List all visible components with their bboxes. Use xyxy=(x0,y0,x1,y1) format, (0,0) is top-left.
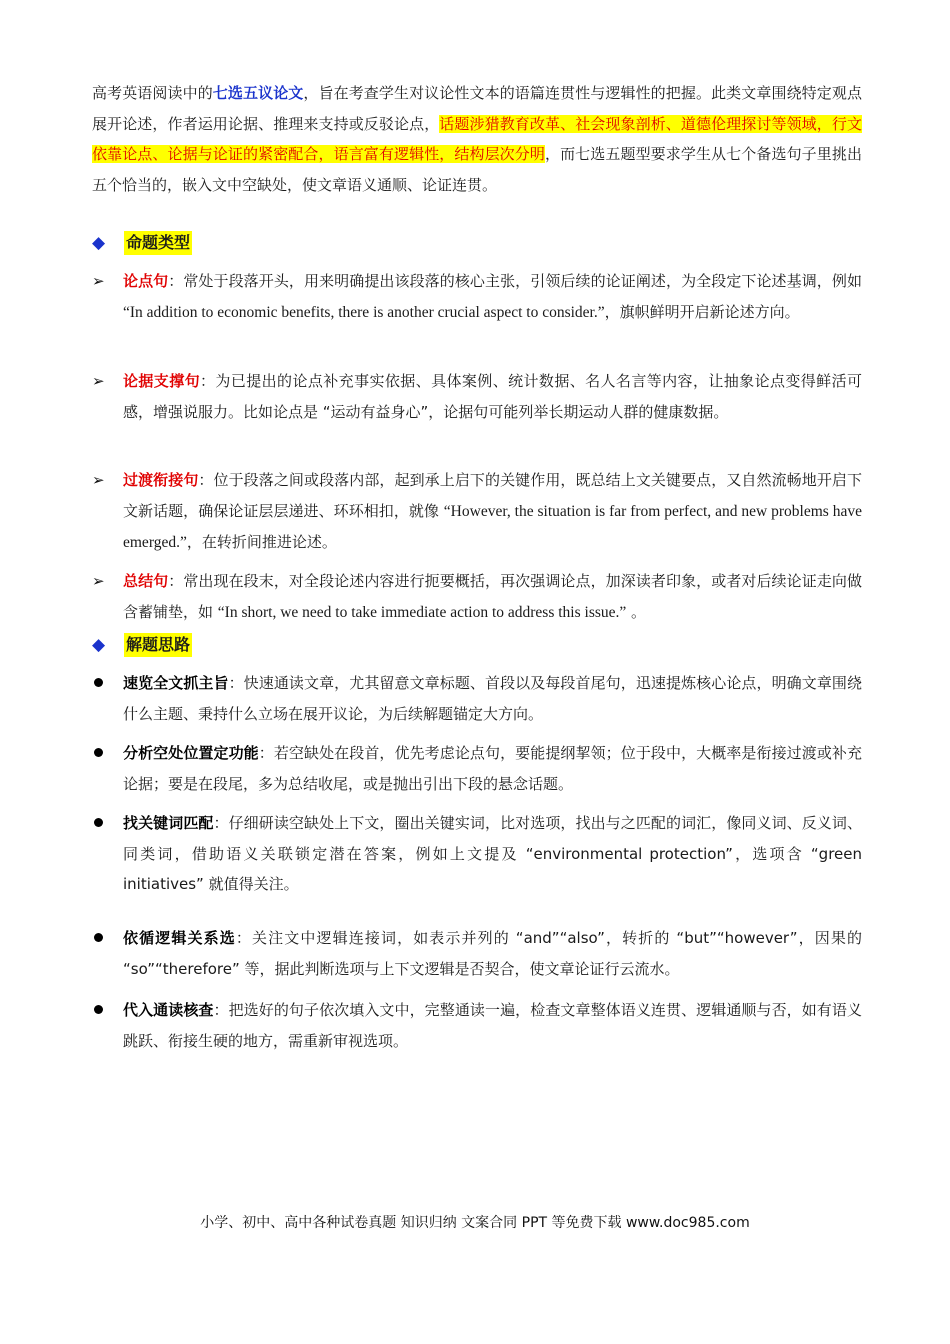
type-text-end: 。 xyxy=(626,602,647,621)
type-label: 论点句 xyxy=(123,272,169,290)
tip-text: ：关注文中逻辑连接词，如表示并列的 “and”“also”，转折的 “but”“however”，因果的 “so”“therefore” 等，据此判断选项与上下文逻辑是否契合，使文章论证行云流水。 xyxy=(123,929,862,978)
intro-text-3: ，而七选五题型要求学生从七个备选句子里挑出五个恰当的，嵌入文中空缺处，使文章语义通顺、论证连贯。 xyxy=(92,145,862,194)
type-text: ：为已提出的论点补充事实依据、具体案例、统计数据、名人名言等内容，让抽象论点变得鲜活可感，增强说服力。比如论点是 “运动有益身心”，论据句可能列举长期运动人群的健康数据。 xyxy=(123,372,862,421)
tip-item xyxy=(92,668,862,729)
arrow-bullet-icon: ➢ xyxy=(92,272,105,290)
intro-text-2: ，旨在考查学生对议论性文本的语篇连贯性与逻辑性的把握。此类文章围绕特定观点展开论述，作者运用论据、推理来支持或反驳论点， xyxy=(92,84,862,133)
round-bullet-icon xyxy=(94,748,103,757)
round-bullet-icon xyxy=(94,818,103,827)
type-label: 总结句 xyxy=(123,572,169,590)
type-text-end: ，旗帜鲜明开启新论述方向。 xyxy=(604,302,800,321)
round-bullet-icon xyxy=(94,678,103,687)
arrow-bullet-icon: ➢ xyxy=(92,572,105,590)
section-title: 解题思路 xyxy=(124,633,192,657)
type-label: 论据支撑句 xyxy=(123,372,201,390)
type-item xyxy=(92,465,862,559)
round-bullet-icon xyxy=(94,933,103,942)
tip-item xyxy=(92,995,862,1056)
type-text: ：位于段落之间或段落内部，起到承上启下的关键作用，既总结上文关键要点，又自然流畅地开启下文新话题，确保论证层层递进、环环相扣，就像 xyxy=(123,471,862,520)
type-text: ：常出现在段末，对全段论述内容进行扼要概括，再次强调论点，加深读者印象，或者对后续论证走向做含蓄铺垫，如 xyxy=(123,572,862,621)
intro-highlight-topics: 话题涉猎教育改革、社会现象剖析、道德伦理探讨等领域，行文依靠论点、论据与论证的紧密配合，语言富有逻辑性，结构层次分明 xyxy=(92,114,862,163)
section-title: 命题类型 xyxy=(124,231,192,255)
type-item xyxy=(92,266,862,328)
tip-text: ：仔细研读空缺处上下文，圈出关键实词，比对选项，找出与之匹配的词汇，像同义词、反义词、同类词，借助语义关联锁定潜在答案，例如上文提及 “environmental protection”，选项含 “green initiatives” 就值得关注。 xyxy=(123,814,862,893)
tip-label: 找关键词匹配 xyxy=(123,814,214,832)
page-footer: 小学、初中、高中各种试卷真题 知识归纳 文案合同 PPT 等免费下载 www.doc985.com xyxy=(200,1215,750,1231)
section-heading-types xyxy=(92,231,192,255)
round-bullet-icon xyxy=(94,1005,103,1014)
intro-paragraph xyxy=(92,78,862,200)
type-item xyxy=(92,566,862,628)
type-item xyxy=(92,366,862,427)
tip-item xyxy=(92,808,862,900)
arrow-bullet-icon: ➢ xyxy=(92,471,105,489)
type-label: 过渡衔接句 xyxy=(123,471,199,489)
intro-text-1: 高考英语阅读中的 xyxy=(92,84,213,102)
type-example: “In short, we need to take immediate action to address this issue.” xyxy=(217,603,627,621)
tip-text: ：若空缺处在段首，优先考虑论点句，要能提纲挈领；位于段中，大概率是衔接过渡或补充论据；要是在段尾，多为总结收尾，或是抛出引出下段的悬念话题。 xyxy=(123,744,862,793)
section-heading-strategies xyxy=(92,633,192,657)
intro-highlight-title: 七选五议论文 xyxy=(212,84,304,102)
diamond-bullet-icon: ◆ xyxy=(92,233,106,253)
type-text-end: ，在转折间推进论述。 xyxy=(186,533,337,551)
tip-label: 代入通读核查 xyxy=(123,1001,214,1019)
tip-label: 分析空处位置定功能 xyxy=(123,744,259,762)
tip-item xyxy=(92,923,862,984)
tip-text: ：把选好的句子依次填入文中，完整通读一遍，检查文章整体语义连贯、逻辑通顺与否，如有语义跳跃、衔接生硬的地方，需重新审视选项。 xyxy=(123,1001,862,1050)
type-example: “However, the situation is far from perfect, and new problems have emerged.” xyxy=(123,502,862,551)
tip-label: 依循逻辑关系选 xyxy=(123,929,236,947)
diamond-bullet-icon: ◆ xyxy=(92,635,106,655)
tip-text: ：快速通读文章，尤其留意文章标题、首段以及每段首尾句，迅速提炼核心论点，明确文章围绕什么主题、秉持什么立场在展开议论，为后续解题锚定大方向。 xyxy=(123,674,862,723)
type-text: ：常处于段落开头，用来明确提出该段落的核心主张，引领后续的论证阐述，为全段定下论述基调，例如 xyxy=(168,272,862,290)
tip-item xyxy=(92,738,862,799)
tip-label: 速览全文抓主旨 xyxy=(123,674,229,692)
arrow-bullet-icon: ➢ xyxy=(92,372,105,390)
type-example: “In addition to economic benefits, there is another crucial aspect to consider.” xyxy=(123,303,605,321)
